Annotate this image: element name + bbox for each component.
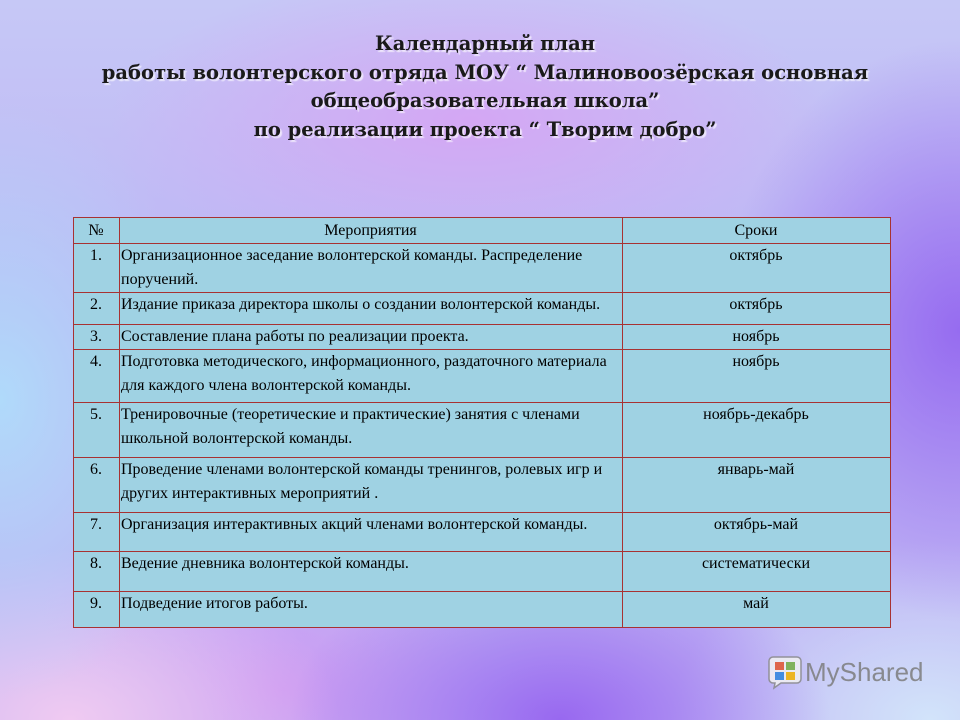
event-dates: октябрь	[623, 244, 891, 293]
event-description: Подведение итогов работы.	[120, 592, 623, 628]
header-number: №	[74, 218, 120, 244]
header-events: Мероприятия	[120, 218, 623, 244]
row-number: 5.	[74, 403, 120, 458]
table-row	[74, 513, 891, 552]
row-number: 8.	[74, 552, 120, 592]
event-description: Организационное заседание волонтерской команды. Распределение поручений.	[120, 244, 623, 293]
title-line-4: по реализации проекта “ Творим добро”	[253, 117, 717, 141]
table-row	[74, 325, 891, 350]
table-row	[74, 552, 891, 592]
myshared-watermark	[767, 652, 927, 692]
title-line-1: Календарный план	[374, 32, 596, 55]
row-number: 6.	[74, 458, 120, 513]
title-line-2: работы волонтерского отряда МОУ “ Малиновоозёрская основная	[101, 60, 869, 84]
event-description: Тренировочные (теоретические и практические) занятия с членами школьной волонтерской команды.	[120, 403, 623, 458]
row-number: 3.	[74, 325, 120, 350]
event-description: Ведение дневника волонтерской команды.	[120, 552, 623, 592]
row-number: 2.	[74, 293, 120, 325]
header-dates: Сроки	[623, 218, 891, 244]
event-dates: январь-май	[623, 458, 891, 513]
row-number: 4.	[74, 350, 120, 403]
event-description: Проведение членами волонтерской команды тренингов, ролевых игр и других интерактивных мероприятий .	[120, 458, 623, 513]
table-row	[74, 403, 891, 458]
row-number: 7.	[74, 513, 120, 552]
slide-title	[20, 30, 950, 144]
schedule-table	[73, 217, 891, 628]
event-dates: ноябрь-декабрь	[623, 403, 891, 458]
table-row	[74, 244, 891, 293]
event-description: Организация интерактивных акций членами волонтерской команды.	[120, 513, 623, 552]
table-header-row	[74, 218, 891, 244]
table-row	[74, 458, 891, 513]
event-description: Издание приказа директора школы о создании волонтерской команды.	[120, 293, 623, 325]
event-dates: октябрь-май	[623, 513, 891, 552]
event-dates: май	[623, 592, 891, 628]
row-number: 9.	[74, 592, 120, 628]
title-line-3: общеобразовательная школа”	[310, 89, 660, 112]
event-description: Подготовка методического, информационного, раздаточного материала для каждого члена волонтерской команды.	[120, 350, 623, 403]
myshared-logo-icon	[767, 654, 803, 690]
event-dates: октябрь	[623, 293, 891, 325]
table-row	[74, 350, 891, 403]
event-dates: ноябрь	[623, 325, 891, 350]
event-dates: систематически	[623, 552, 891, 592]
table-row	[74, 293, 891, 325]
watermark-text: MyShared	[805, 657, 924, 687]
table-row	[74, 592, 891, 628]
event-description: Составление плана работы по реализации проекта.	[120, 325, 623, 350]
row-number: 1.	[74, 244, 120, 293]
event-dates: ноябрь	[623, 350, 891, 403]
